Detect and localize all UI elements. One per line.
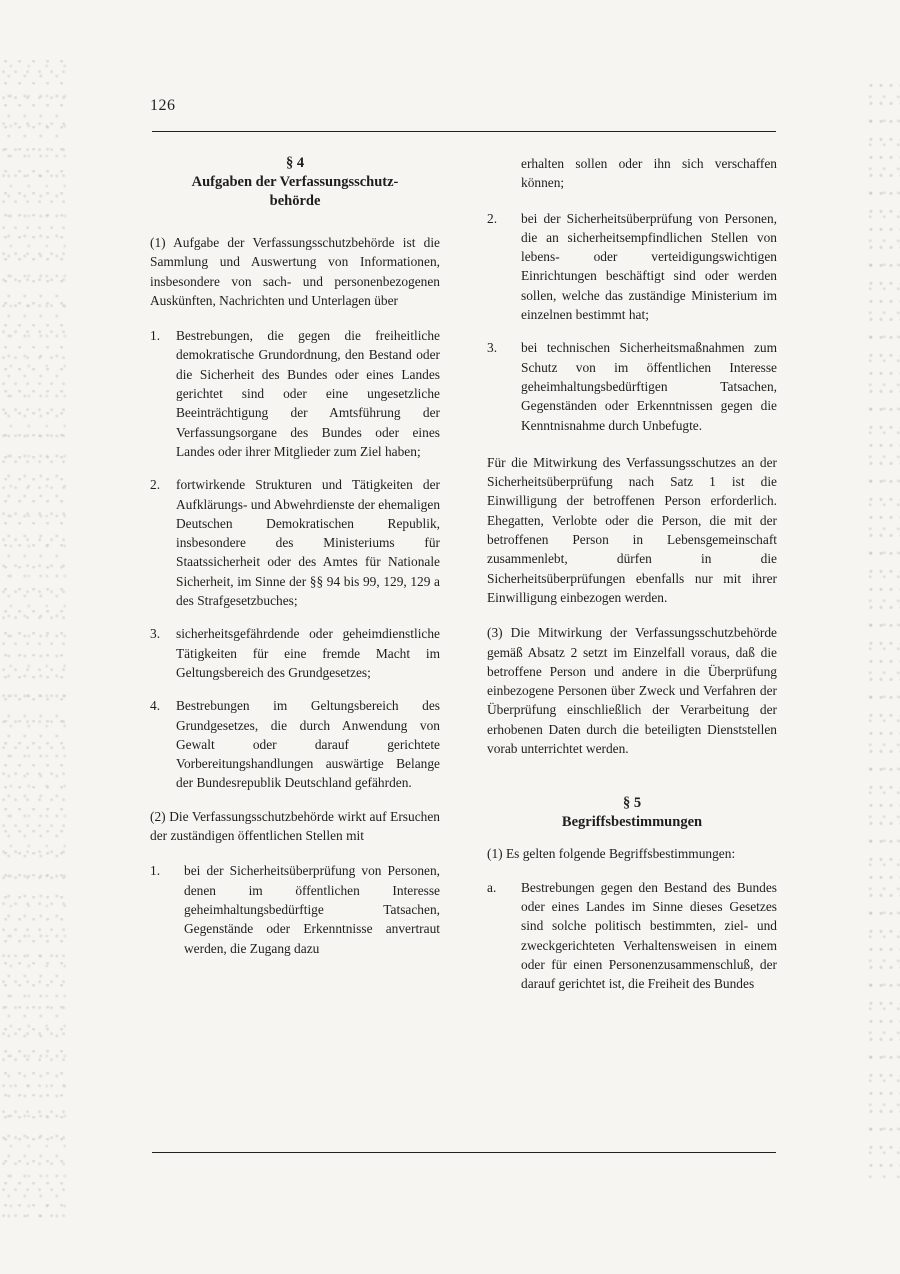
list-item-text: Bestrebungen, die gegen die freiheitliche demokratische Grundordnung, den Bestand oder die Sicherheit des Bundes oder eines Landes gerichtet sind oder eine ungesetzliche Beeinträchtigung der Amtsführung der Verfassungsorgane des Bundes oder eines Landes oder ihrer Mitglieder zum Ziel haben; bbox=[176, 328, 440, 459]
section-5-title: Begriffsbestimmungen bbox=[561, 814, 703, 831]
list-item-text: sicherheitsgefährdende oder geheimdienstliche Tätigkeiten für eine fremde Macht im Geltungsbereich des Grundgesetzes; bbox=[176, 626, 440, 680]
list-item-text: bei technischen Sicherheitsmaßnahmen zum Schutz von im öffentlichen Interesse geheimhaltungsbedürftigen Tatsachen, Gegenständen oder Erkenntnissen gegen die Kenntnisnahme durch Unbefugte. bbox=[521, 340, 777, 433]
section-4-paragraph-1: (1) Aufgabe der Verfassungsschutzbehörde ist die Sammlung und Auswertung von Informationen, insbesondere von sach- und personenbezogenen Auskünften, Nachrichten und Unterlagen über bbox=[150, 235, 440, 308]
list-item-text: Bestrebungen gegen den Bestand des Bundes oder eines Landes im Sinne dieses Gesetzes sind solche politisch bestimmten, ziel- und zweckgerichteten Verhaltensweisen in einem oder für einen Personenzusammenschluß, der darauf gerichtet ist, die Freiheit des Bundes bbox=[521, 879, 777, 992]
scan-margin-left bbox=[0, 60, 70, 1220]
continued-item-text: erhalten sollen oder ihn sich verschaffen können; bbox=[521, 156, 777, 191]
section-4-paragraph-3: (3) Die Mitwirkung der Verfassungsschutzbehörde gemäß Absatz 2 setzt im Einzelfall voraus, daß die betroffene Person und andere in die Überprüfung einbezogene Personen über Zweck und Verfahren der Überprüfung einschließlich der Verarbeitung der erhobenen Daten durch die beteiligten Dienststellen vorab unterrichtet werden. bbox=[487, 625, 777, 757]
list-item bbox=[487, 209, 777, 325]
list-item-text: bei der Sicherheitsüberprüfung von Personen, denen im öffentlichen Interesse geheimhaltungsbedürftige Tatsachen, Gegenstände oder Erkenntnisse anvertraut werden, die Zugang dazu bbox=[184, 863, 440, 956]
footer-rule bbox=[152, 1152, 776, 1153]
list-item bbox=[487, 338, 777, 434]
list-item-text: fortwirkende Strukturen und Tätigkeiten der Aufklärungs- und Abwehrdienste der ehemaligen Deutschen Demokratischen Republik, insbesondere des Ministeriums für Staatssicherheit oder des Amtes für Nationale Sicherheit, im Sinne der §§ 94 bis 99, 129, 129 a des Strafgesetzbuches; bbox=[176, 477, 441, 609]
section-5-number: § 5 bbox=[622, 795, 642, 812]
header-rule bbox=[152, 131, 776, 132]
scan-margin-right bbox=[866, 80, 900, 1180]
list-item-number: 1. bbox=[150, 328, 161, 344]
section-5-paragraph-1: (1) Es gelten folgende Begriffsbestimmungen: bbox=[487, 846, 736, 862]
right-column bbox=[487, 154, 777, 1007]
list-item-number: 3. bbox=[487, 340, 498, 356]
section-4-title: Aufgaben der Verfassungsschutz-behörde bbox=[191, 174, 399, 209]
list-item-number: 3. bbox=[150, 626, 161, 642]
section-4-paragraph-2: (2) Die Verfassungsschutzbehörde wirkt auf Ersuchen der zuständigen öffentlichen Stellen mit bbox=[150, 808, 440, 844]
mitwirkung-paragraph: Für die Mitwirkung des Verfassungsschutzes an der Sicherheitsüberprüfung nach Satz 1 ist die Einwilligung der betroffenen Person erforderlich. Ehegatten, Verlobte oder die Person, die mit der betroffenen Person in Lebensgemeinschaft zusammenlebt, dürfen in die Sicherheitsüberprüfungen ebenfalls nur mit ihrer Einwilligung einbezogen werden. bbox=[487, 454, 777, 605]
list-item-text: Bestrebungen im Geltungsbereich des Grundgesetzes, die durch Anwendung von Gewalt oder darauf gerichtete Vorbereitungshandlungen auswärtige Belange der Bundesrepublik Deutschland gefährden. bbox=[176, 698, 440, 791]
list-item bbox=[487, 878, 777, 994]
list-item bbox=[150, 326, 440, 461]
section-4-number: § 4 bbox=[285, 155, 305, 171]
list-item-text: bei der Sicherheitsüberprüfung von Personen, die an sicherheitsempfindlichen Stellen von lebens- oder verteidigungswichtigen Einrichtungen beschäftigt sind oder werden sollen, welche das zuständige Ministerium im einzelnen bestimmt hat; bbox=[521, 210, 777, 323]
list-item-number: 1. bbox=[150, 863, 161, 879]
list-item bbox=[150, 624, 440, 682]
list-item-number: 2. bbox=[487, 210, 498, 226]
list-item bbox=[150, 696, 440, 792]
list-item bbox=[150, 475, 440, 610]
page-number: 126 bbox=[150, 97, 176, 114]
list-item bbox=[150, 861, 440, 957]
left-column bbox=[150, 154, 440, 972]
list-item-number: 2. bbox=[150, 477, 161, 493]
list-item-number: a. bbox=[487, 879, 497, 895]
list-item-number: 4. bbox=[150, 698, 161, 714]
